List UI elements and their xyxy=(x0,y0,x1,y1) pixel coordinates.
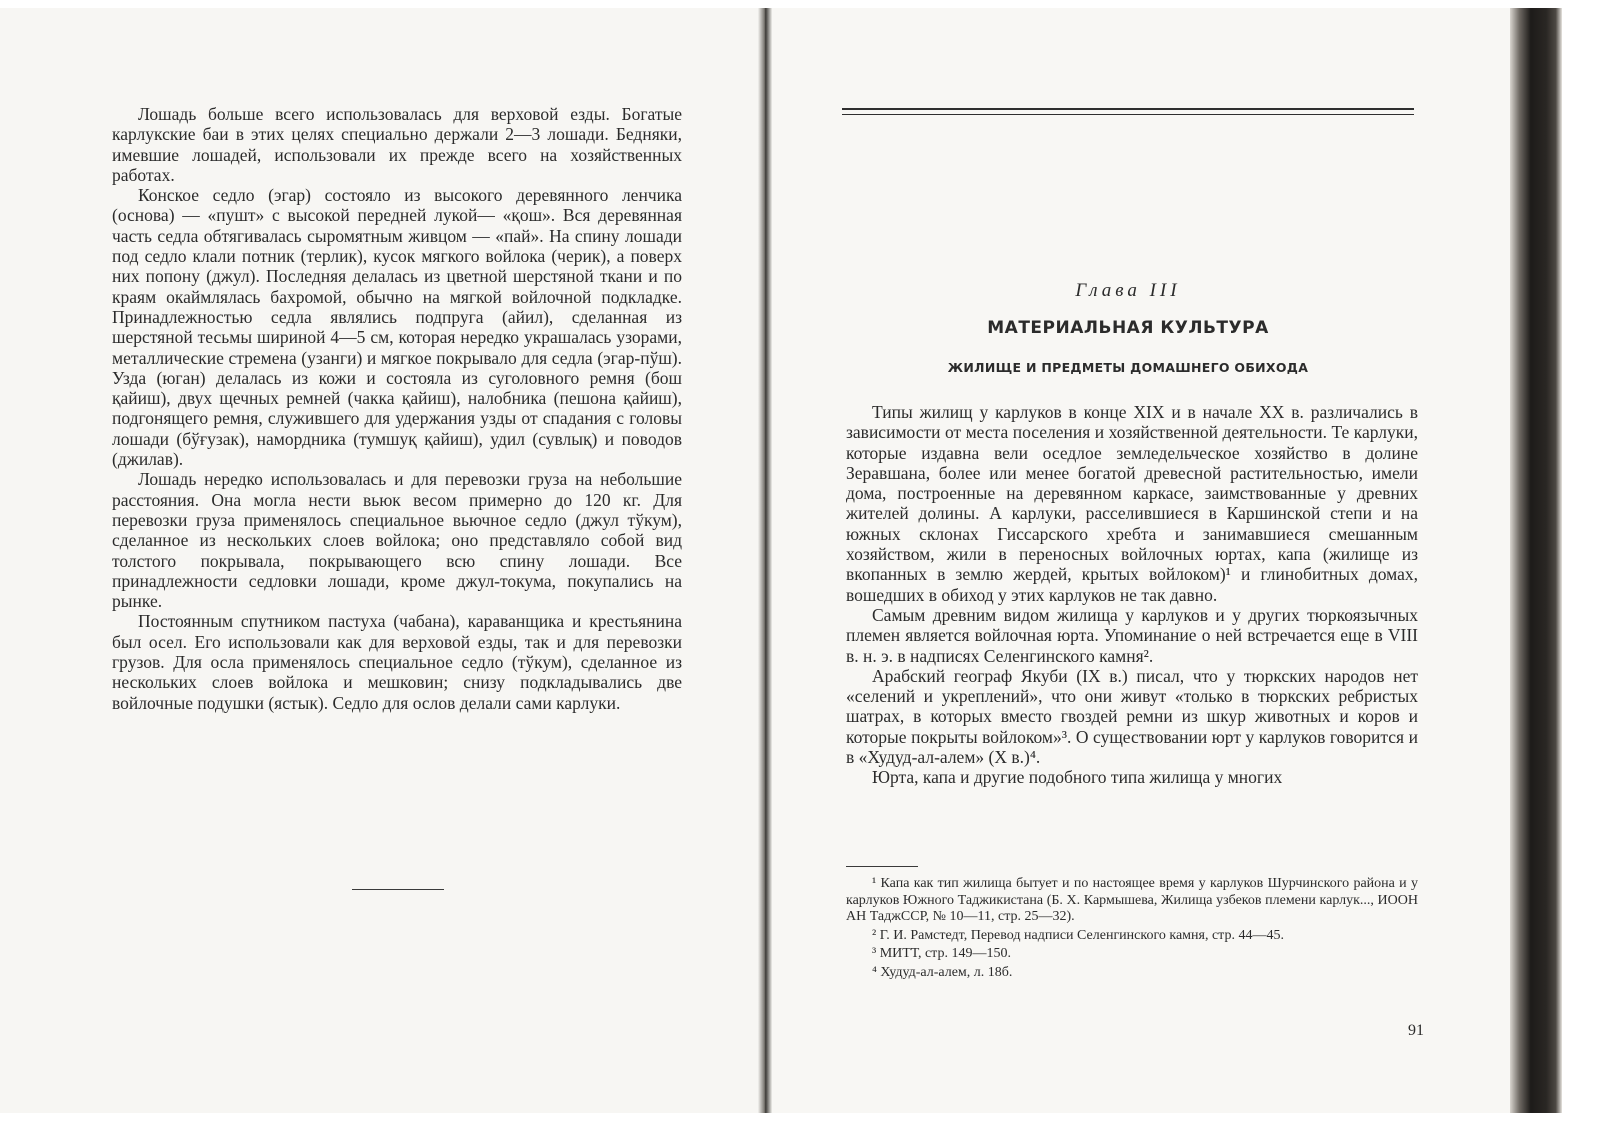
end-of-chapter-rule xyxy=(352,889,444,890)
footnote: ³ МИТТ, стр. 149—150. xyxy=(872,946,1011,961)
paragraph: Типы жилищ у карлуков в конце XIX и в начале XX в. различались в зависимости от места поселения и хозяйственной деятельности. Те карлуки, которые издавна вели оседлое земледельческое хозяйство в долине Зеравшана, более или менее богатой древесной растительностью, имели дома, построенные на деревянном каркасе, заимствованные у древних жителей долины. А карлуки, расселившиеся в Каршинской степи и на южных склонах Гиссарского хребта и занимавшиеся смешанным хозяйством, жили в переносных войлочных юртах, капа (жилище из вкопанных в землю жердей, крытых войлоком)¹ и глинобитных домах, вошедших в обиход у этих карлуков не так давно. xyxy=(846,402,1418,605)
page-number: 91 xyxy=(1408,1022,1424,1039)
chapter-title: МАТЕРИАЛЬНАЯ КУЛЬТУРА xyxy=(987,318,1269,338)
section-title: ЖИЛИЩЕ И ПРЕДМЕТЫ ДОМАШНЕГО ОБИХОДА xyxy=(947,360,1309,375)
paragraph: Конское седло (эгар) состояло из высокого деревянного ленчика (основа) — «пушт» с высокой передней лукой— «қош». Вся деревянная часть седла обтягивалась сыромятным живцом — «пай». На спину лошади под седло клали потник (терлик), кусок мягкого войлока (черик), а поверх них попону (джул). Последняя делалась из цветной шерстяной ткани и по краям окаймлялась бахромой, обычно на мягкой войлочной подкладке. Принадлежностью седла являлись подпруга (айил), сделанная из шерстяной тесьмы шириной 4—5 см, которая нередко украшалась узорами, металлические стремена (узанги) и мягкое покрывало для седла (эгар-пўш). Узда (юган) делалась из кожи и состояла из суголовного ремня (бош қайиш), двух щечных ремней (чакка қайиш), налобника (пешона қайиш), подгонящего ремня, служившего для удержания узды от спадания с головы лошади (бўғузак), намордника (тумшуқ қайиш), удил (сувлық) и поводов (джилав). xyxy=(112,185,682,470)
right-page-body xyxy=(846,402,1418,788)
paragraph: Арабский географ Якуби (IX в.) писал, что у тюркских народов нет «селений и укреплений», что они живут «только в тюркских ребристых шатрах, в которых вместо гвоздей ремни из шкур животных и коров и которые покрыты войлоком»³. О существовании юрт у карлуков говорится и в «Худуд-ал-алем» (X в.)⁴. xyxy=(846,665,1418,768)
book-edge xyxy=(1510,8,1562,1113)
footnote-rule xyxy=(846,866,918,867)
chapter-number: Глава III xyxy=(1075,280,1181,301)
paragraph: Лошадь больше всего использовалась для верховой езды. Богатые карлукские баи в этих целях специально держали 2—3 лошади. Бедняки, имевшие лошадей, использовали их прежде всего на хозяйственных работах. xyxy=(112,104,682,185)
footnotes xyxy=(846,876,1418,983)
footnote: ² Г. И. Рамстедт, Перевод надписи Селенгинского камня, стр. 44—45. xyxy=(872,927,1284,943)
chapter-top-rule xyxy=(842,108,1414,115)
paragraph: Самым древним видом жилища у карлуков и у других тюркоязычных племен является войлочная юрта. Упоминание о ней встречается еще в VIII в. н. э. в надписях Селенгинского камня². xyxy=(846,604,1418,666)
footnote: ¹ Капа как тип жилища бытует и по настоящее время у карлуков Шурчинского района и у карлуков Южного Таджикистана (Б. Х. Кармышева, Жилища узбеков племени карлук..., ИООН АН ТаджССР, № 10—11, стр. 25—32). xyxy=(846,876,1418,924)
footnote: ⁴ Худуд-ал-алем, л. 18б. xyxy=(872,964,1013,980)
scan-background xyxy=(1562,0,1600,1133)
paragraph: Юрта, капа и другие подобного типа жилища у многих xyxy=(872,767,1283,788)
paragraph: Постоянным спутником пастуха (чабана), караванщика и крестьянина был осел. Его использовали как для верховой езды, так и для перевозки грузов. Для осла применялось специальное седло (тўкум), сделанное из нескольких слоев войлока и мешковин; снизу подкладывались две войлочные подушки (ястык). Седло для ослов делали сами карлуки. xyxy=(112,611,682,713)
book-gutter xyxy=(758,8,772,1113)
paragraph: Лошадь нередко использовалась и для перевозки груза на небольшие расстояния. Она могла нести вьюк весом примерно до 120 кг. Для перевозки груза применялось специальное вьючное седло (джул тўкум), сделанное из нескольких слоев войлока; оно представляло собой вид толстого покрывала, покрывающего всю спину лошади. Все принадлежности седловки лошади, кроме джул-токума, покупались на рынке. xyxy=(112,469,682,612)
left-page-body xyxy=(112,104,682,713)
